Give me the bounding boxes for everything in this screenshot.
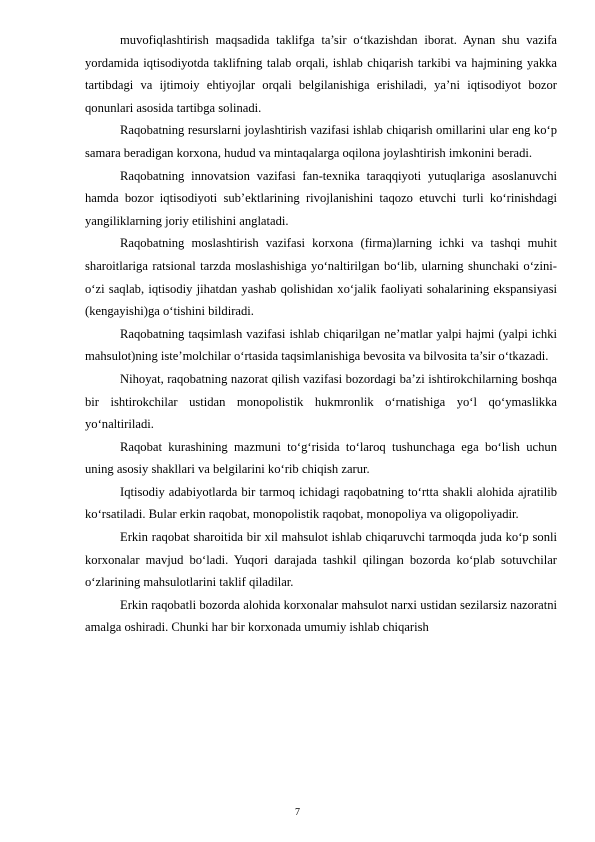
paragraph-3: Raqobatning innovatsion vazifasi fan-texnika taraqqiyoti yutuqlariga asoslanuvchi hamda bozor iqtisodiyoti sub’ektlarining rivojlanishini taqozo etuvchi turli ko‘rinishdagi yangiliklarning joriy etilishini anglatadi. [85, 168, 557, 228]
paragraph-6: Nihoyat, raqobatning nazorat qilish vazifasi bozordagi ba’zi ishtirokchilarning boshqa bir ishtirokchilar ustidan monopolistik hukmronlik o‘rnatishiga yo‘l qo‘ymaslikka yo‘naltiriladi. [85, 371, 557, 432]
paragraph-8: Iqtisodiy adabiyotlarda bir tarmoq ichidagi raqobatning to‘rtta shakli alohida ajratilib ko‘rsatiladi. Bular erkin raqobat, monopolistik raqobat, monopoliya va oligopoliyadir. [85, 484, 557, 522]
paragraph-1: muvofiqlashtirish maqsadida taklifga ta’sir o‘tkazishdan iborat. Aynan shu vazifa yordamida iqtisodiyotda taklifning talab orqali, ishlab chiqarish tarkibi va hajmining yakka tartibdagi va ijtimoiy ehtiyojlar orqali belgilanishiga erishiladi, ya’ni iqtisodiyot bozor qonunlari asosida tartibga solinadi. [85, 33, 557, 115]
paragraph-4: Raqobatning moslashtirish vazifasi korxona (firma)larning ichki va tashqi muhit sharoitlariga ratsional tarzda moslashishiga yo‘naltirilgan bo‘lib, ularning shunchaki o‘zini-o‘zi saqlab, iqtisodiy jihatdan yashab qolishidan xo‘jalik faoliyati sohalarining ekspansiyasi (kengayishi)ga o‘tishini bildiradi. [85, 236, 557, 319]
paragraph-7: Raqobat kurashining mazmuni to‘g‘risida to‘laroq tushunchaga ega bo‘lish uchun uning asosiy shakllari va belgilarini ko‘rib chiqish zarur. [85, 439, 557, 477]
paragraph-9: Erkin raqobat sharoitida bir xil mahsulot ishlab chiqaruvchi tarmoqda juda ko‘p sonli korxonalar mavjud bo‘ladi. Yuqori darajada tashkil qilingan bozorda ko‘plab sotuvchilar o‘zlarining mahsulotlarini taklif qiladilar. [85, 530, 557, 590]
page-number: 7 [295, 807, 300, 818]
paragraph-5: Raqobatning taqsimlash vazifasi ishlab chiqarilgan ne’matlar yalpi hajmi (yalpi ichki mahsulot)ning iste’molchilar o‘rtasida taqsimlanishiga bevosita va bilvosita ta’sir o‘tkazadi. [85, 326, 557, 364]
paragraph-10: Erkin raqobatli bozorda alohida korxonalar mahsulot narxi ustidan sezilarsiz nazoratni amalga oshiradi. Chunki har bir korxonada umumiy ishlab chiqarish [85, 597, 557, 635]
paragraph-2: Raqobatning resurslarni joylashtirish vazifasi ishlab chiqarish omillarini ular eng ko‘p samara beradigan korxona, hudud va mintaqalarga oqilona joylashtirish imkonini beradi. [85, 123, 557, 160]
document-body [85, 29, 557, 639]
